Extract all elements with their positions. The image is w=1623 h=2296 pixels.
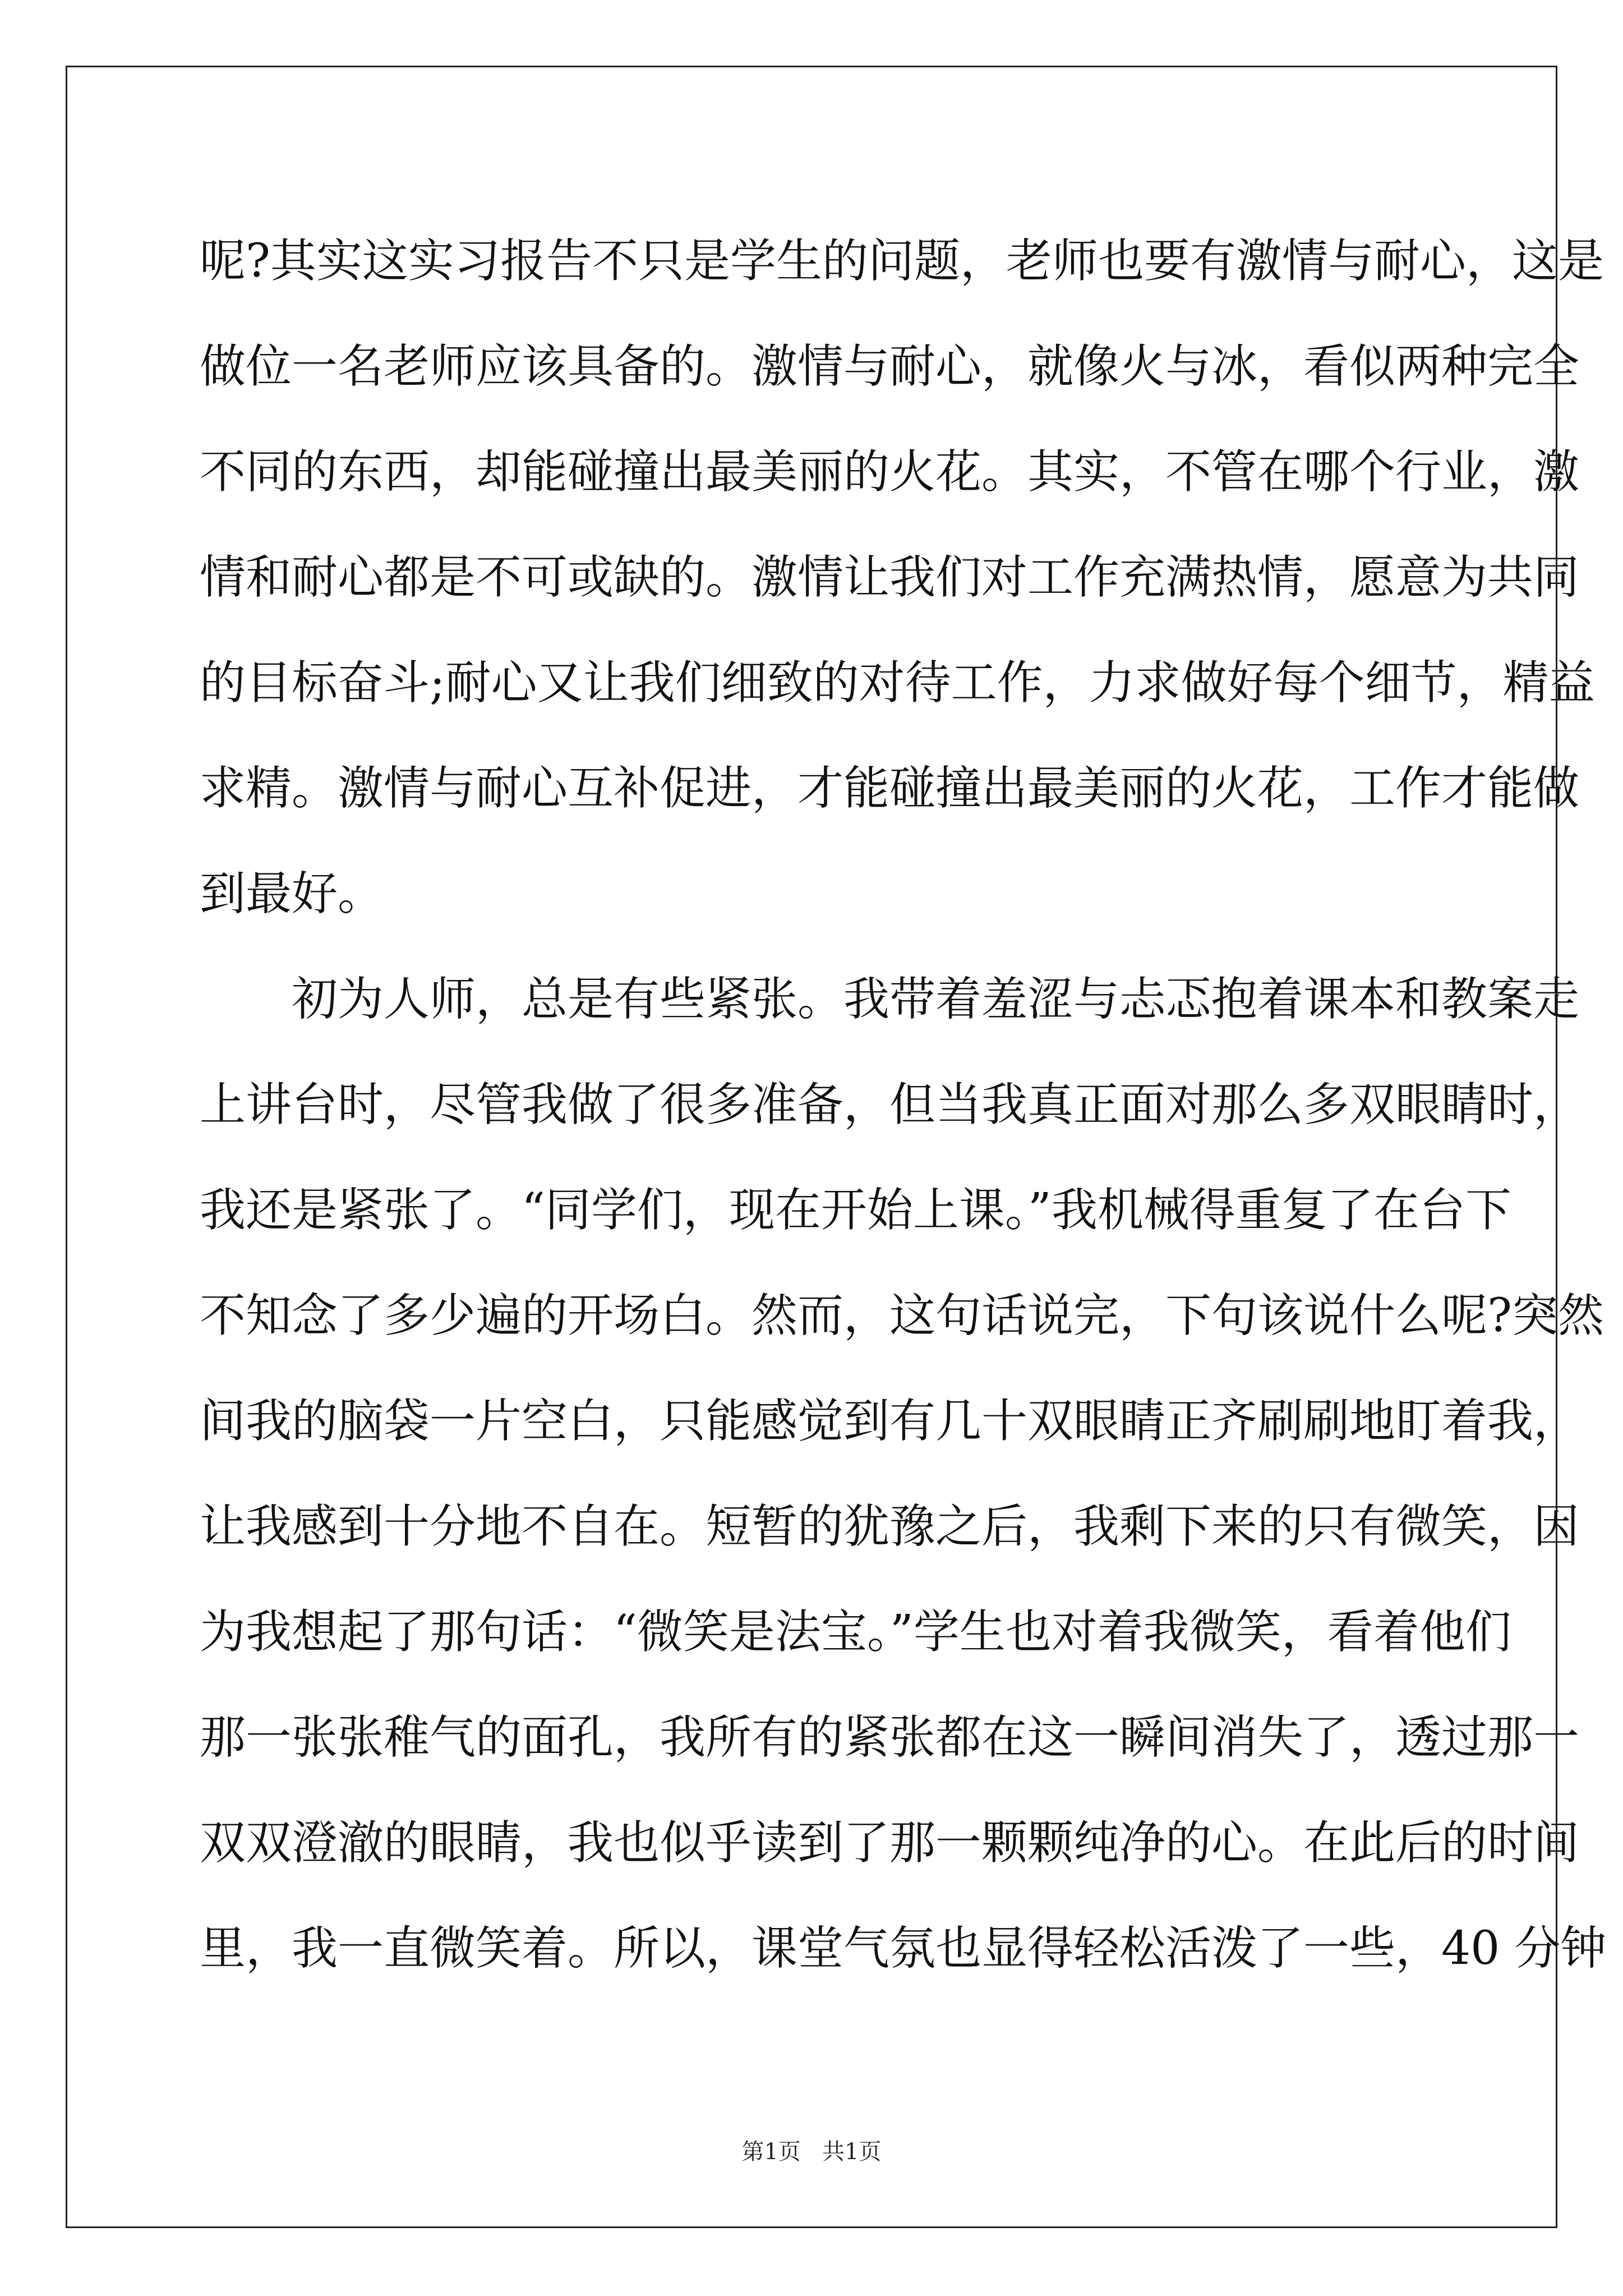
- body-line: 求精。激情与耐心互补促进，才能碰撞出最美丽的火花，工作才能做: [200, 762, 1580, 815]
- body-line: 为我想起了那句话：“微笑是法宝。”学生也对着我微笑，看着他们: [200, 1605, 1511, 1659]
- body-line: 的目标奋斗;耐心又让我们细致的对待工作，力求做好每个细节，精益: [200, 656, 1595, 710]
- body-line: 到最好。: [200, 867, 384, 921]
- body-line: 情和耐心都是不可或缺的。激情让我们对工作充满热情，愿意为共同: [200, 551, 1580, 604]
- body-line: 不同的东西，却能碰撞出最美丽的火花。其实，不管在哪个行业，激: [200, 445, 1580, 499]
- body-line: 上讲台时，尽管我做了很多准备，但当我真正面对那么多双眼睛时，: [200, 1078, 1580, 1131]
- body-line: 间我的脑袋一片空白，只能感觉到有几十双眼睛正齐刷刷地盯着我，: [200, 1395, 1580, 1448]
- body-line: 双双澄澈的眼睛，我也似乎读到了那一颗颗纯净的心。在此后的时间: [200, 1816, 1580, 1870]
- body-line: 让我感到十分地不自在。短暂的犹豫之后，我剩下来的只有微笑，因: [200, 1500, 1580, 1553]
- body-line: 呢?其实这实习报告不只是学生的问题，老师也要有激情与耐心，这是: [200, 234, 1604, 288]
- body-line: 我还是紧张了。“同学们，现在开始上课。”我机械得重复了在台下: [200, 1184, 1511, 1237]
- body-line: 那一张张稚气的面孔，我所有的紧张都在这一瞬间消失了，透过那一: [200, 1711, 1580, 1764]
- body-line: 做位一名老师应该具备的。激情与耐心，就像火与冰，看似两种完全: [200, 340, 1580, 393]
- paragraph-first-line: 初为人师，总是有些紧张。我带着羞涩与忐忑抱着课本和教案走: [292, 973, 1580, 1026]
- page-number-footer: 第1页 共1页: [741, 2139, 882, 2165]
- body-line: 不知念了多少遍的开场白。然而，这句话说完，下句该说什么呢?突然: [200, 1289, 1604, 1342]
- document-body: [200, 209, 1607, 2001]
- body-line: 里，我一直微笑着。所以，课堂气氛也显得轻松活泼了一些，40 分钟: [200, 1922, 1607, 1975]
